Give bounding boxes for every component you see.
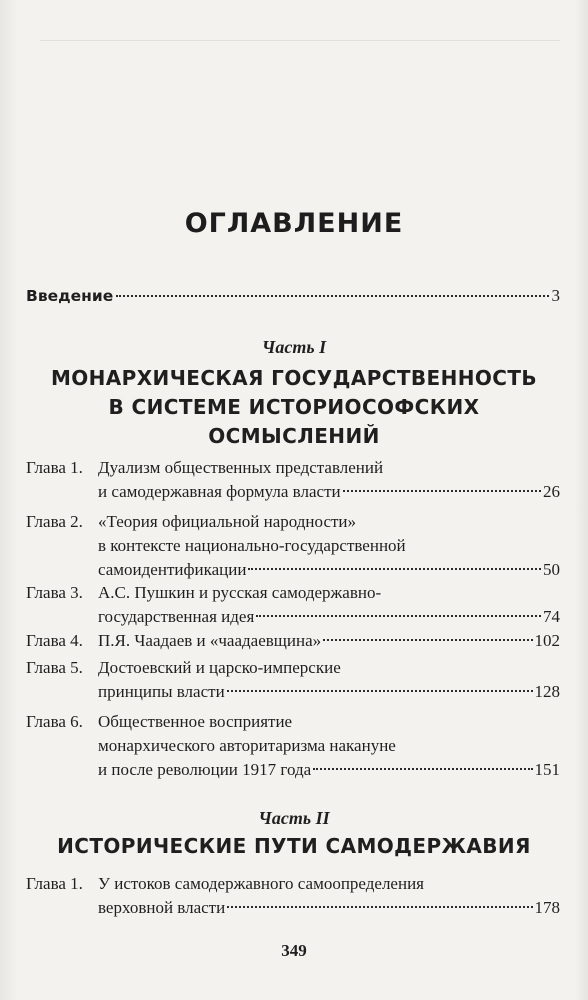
chapter-title-line: Общественное восприятие <box>98 712 293 731</box>
chapter-title-line: Дуализм общественных представлений <box>98 458 384 477</box>
chapter-label: Глава 4. <box>26 631 83 650</box>
chapter-title-line: верховной власти <box>98 898 226 917</box>
chapter-label: Глава 3. <box>26 583 83 602</box>
page-title: ОГЛАВЛЕНИЕ <box>184 208 404 239</box>
introduction-page: 3 <box>551 286 560 305</box>
chapter-label: Глава 2. <box>26 512 83 531</box>
chapter-title-line: и самодержавная формула власти <box>98 482 341 501</box>
chapter-label: Глава 1. <box>26 874 83 893</box>
chapter-page: 128 <box>534 682 560 701</box>
chapter-page: 151 <box>534 760 560 779</box>
chapter-page: 26 <box>543 482 560 501</box>
leader-dots <box>313 768 532 770</box>
chapter-label: Глава 1. <box>26 458 83 477</box>
chapter-title-line: самоидентификации <box>98 560 247 579</box>
part2-title-line: ИСТОРИЧЕСКИЕ ПУТИ САМОДЕРЖАВИЯ <box>57 834 531 858</box>
chapter-title-line: государственная идея <box>98 607 255 626</box>
chapter-label: Глава 5. <box>26 658 83 677</box>
leader-dots <box>248 568 541 570</box>
part1-title-line: МОНАРХИЧЕСКАЯ ГОСУДАРСТВЕННОСТЬ <box>50 366 538 390</box>
chapter-title-line: в контексте национально-государственной <box>98 536 406 555</box>
chapter-page: 50 <box>543 560 560 579</box>
chapter-page: 102 <box>534 631 560 650</box>
page-number: 349 <box>281 941 307 960</box>
leader-dots <box>227 906 532 908</box>
leader-dots <box>323 639 532 641</box>
part1-title-line: В СИСТЕМЕ ИСТОРИОСОФСКИХ <box>108 395 480 419</box>
part1-label: Часть I <box>261 337 327 357</box>
chapter-title-line: У истоков самодержавного самоопределения <box>98 874 424 893</box>
leader-dots <box>343 490 541 492</box>
chapter-page: 74 <box>543 607 560 626</box>
leader-dots <box>256 615 541 617</box>
leader-dots <box>227 690 533 692</box>
chapter-title-line: А.С. Пушкин и русская самодержавно- <box>98 583 382 602</box>
chapter-title-line: Достоевский и царско-имперские <box>98 658 341 677</box>
bleed-line <box>40 40 560 41</box>
chapter-title-line: «Теория официальной народности» <box>98 512 357 531</box>
leader-dots <box>116 295 548 297</box>
part2-title <box>0 832 588 861</box>
chapter-label: Глава 6. <box>26 712 83 731</box>
introduction-entry[interactable] <box>26 286 560 306</box>
part1-title <box>0 364 588 451</box>
chapter-title-line: и после революции 1917 года <box>98 760 312 779</box>
chapter-page: 178 <box>534 898 560 917</box>
chapter-title-line: принципы власти <box>98 682 225 701</box>
chapter-title-line: монархического авторитаризма накануне <box>98 736 396 755</box>
chapter-title-line: П.Я. Чаадаев и «чаадаевщина» <box>98 631 322 650</box>
part1-title-line: ОСМЫСЛЕНИЙ <box>208 424 380 448</box>
introduction-label: Введение <box>26 287 114 305</box>
part2-label: Часть II <box>258 808 330 828</box>
